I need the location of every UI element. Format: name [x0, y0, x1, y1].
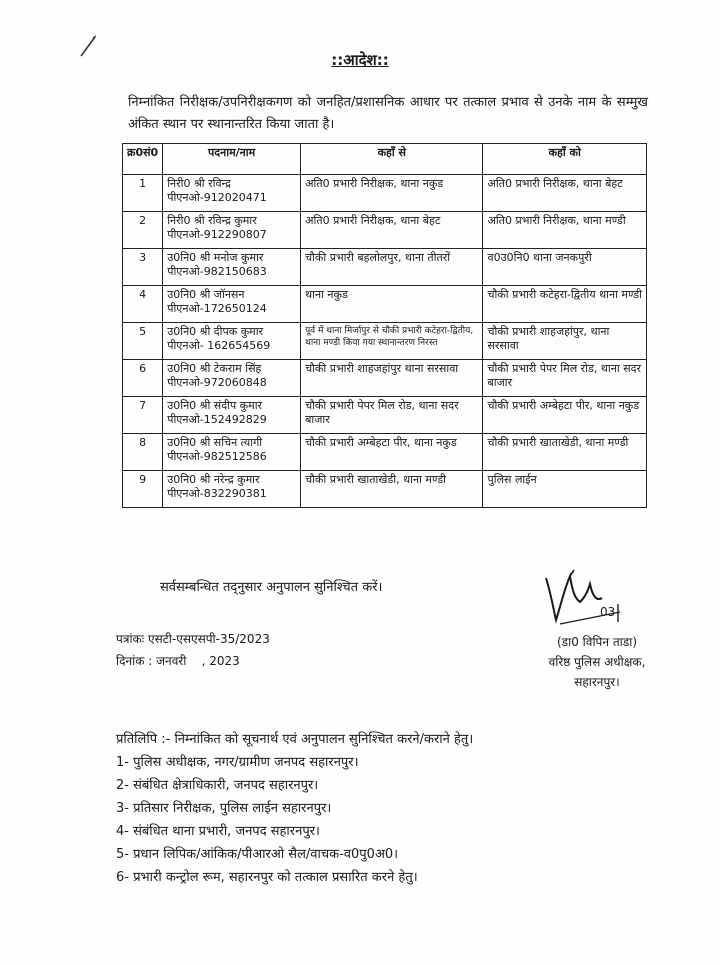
transfer-table: [122, 143, 647, 508]
officer-pno: पीएनओ-912020471: [167, 191, 267, 204]
cell-to: अति0 प्रभारी निरीक्षक, थाना मण्डी: [483, 212, 647, 249]
copy-item: 4- संबंधित थाना प्रभारी, जनपद सहारनपुर।: [116, 824, 320, 839]
cell-name: [163, 323, 301, 360]
officer-pno: पीएनओ-832290381: [167, 487, 267, 500]
officer-pno: पीएनओ-172650124: [167, 302, 267, 315]
cell-name: [163, 249, 301, 286]
header-to: कहाँ को: [483, 144, 647, 175]
table-row: [123, 434, 647, 471]
officer-name: उ0नि0 श्री नरेन्द्र कुमार: [167, 473, 260, 486]
table-row: [123, 471, 647, 508]
cell-name: [163, 434, 301, 471]
signatory-block: [512, 632, 682, 692]
officer-name: उ0नि0 श्री दीपक कुमार: [167, 325, 264, 338]
copy-item: 6- प्रभारी कन्ट्रोल रूम, सहारनपुर को तत्काल प्रसारित करने हेतु।: [116, 870, 418, 885]
cell-name: [163, 397, 301, 434]
cell-name: [163, 471, 301, 508]
officer-pno: पीएनओ- 162654569: [167, 339, 271, 352]
cell-to: चौकी प्रभारी पेपर मिल रोड, थाना सदर बाजार: [483, 360, 647, 397]
table-row: [123, 175, 647, 212]
officer-pno: पीएनओ-152492829: [167, 413, 267, 426]
header-sno: क्र0सं0: [123, 144, 163, 175]
cell-to: चौकी प्रभारी अम्बेहटा पीर, थाना नकुड: [483, 397, 647, 434]
cell-sno: 8: [123, 434, 163, 471]
cell-name: [163, 360, 301, 397]
cell-to: चौकी प्रभारी शाहजहांपुर, थाना सरसावा: [483, 323, 647, 360]
cell-sno: 9: [123, 471, 163, 508]
copy-heading: प्रतिलिपि :- निम्नांकित को सूचनार्थ एवं अनुपालन सुनिश्चित करने/कराने हेतु।: [116, 732, 474, 747]
cell-name: [163, 212, 301, 249]
cell-from: पूर्व में थाना मिर्जापुर से चौकी प्रभारी कटेहरा-द्वितीय, थाना मण्डी किया गया स्थानान्तरण निरस्त: [301, 323, 483, 360]
cell-sno: 7: [123, 397, 163, 434]
table-row: [123, 323, 647, 360]
header-name: पदनाम/नाम: [163, 144, 301, 175]
cell-name: [163, 175, 301, 212]
cell-from: चौकी प्रभारी खाताखेडी, थाना मण्डी: [301, 471, 483, 508]
table-row: [123, 286, 647, 323]
cell-sno: 4: [123, 286, 163, 323]
cell-to: चौकी प्रभारी कटेहरा-द्वितीय थाना मण्डी: [483, 286, 647, 323]
cell-sno: 2: [123, 212, 163, 249]
cell-name: [163, 286, 301, 323]
cell-from: चौकी प्रभारी अम्बेहटा पीर, थाना नकुड: [301, 434, 483, 471]
cell-to: पुलिस लाईन: [483, 471, 647, 508]
copy-item: 3- प्रतिसार निरीक्षक, पुलिस लाईन सहारनपुर।: [116, 801, 332, 816]
officer-name: उ0नि0 श्री सचिन त्यागी: [167, 436, 263, 449]
officer-name: उ0नि0 श्री टेकराम सिंह: [167, 362, 262, 375]
cell-from: चौकी प्रभारी पेपर मिल रोड, थाना सदर बाजार: [301, 397, 483, 434]
copy-to-block: [116, 728, 473, 889]
cell-from: अति0 प्रभारी निरीक्षक, थाना बेहट: [301, 212, 483, 249]
cell-to: अति0 प्रभारी निरीक्षक, थाना बेहट: [483, 175, 647, 212]
officer-pno: पीएनओ-982150683: [167, 265, 267, 278]
cell-to: चौकी प्रभारी खाताखेडी, थाना मण्डी: [483, 434, 647, 471]
cell-from: चौकी प्रभारी शाहजहांपुर थाना सरसावा: [301, 360, 483, 397]
cell-to: व0उ0नि0 थाना जनकपुरी: [483, 249, 647, 286]
officer-name: निरी0 श्री रविन्द्र: [167, 177, 231, 190]
copy-item: 1- पुलिस अधीक्षक, नगर/ग्रामीण जनपद सहारनपुर।: [116, 755, 359, 770]
letter-date: दिनांक : जनवरी , 2023: [116, 654, 240, 668]
officer-pno: पीएनओ-982512586: [167, 450, 267, 463]
cell-sno: 3: [123, 249, 163, 286]
officer-name: निरी0 श्री रविन्द्र कुमार: [167, 214, 257, 227]
cell-from: अति0 प्रभारी निरीक्षक, थाना नकुड: [301, 175, 483, 212]
copy-item: 2- संबंधित क्षेत्राधिकारी, जनपद सहारनपुर।: [116, 778, 319, 793]
table-header-row: [123, 144, 647, 175]
order-intro-text: निम्नांकित निरीक्षक/उपनिरीक्षकगण को जनहित/प्रशासनिक आधार पर तत्काल प्रभाव से उनके नाम के सम्मुख अंकित स्थान पर स्थानान्तरित किया जाता है।: [128, 95, 648, 132]
table-row: [123, 397, 647, 434]
letter-number: पत्रांकः एसटी-एसएसपी-35/2023: [116, 632, 270, 646]
signatory-name: (डा0 विपिन ताडा): [557, 635, 637, 649]
compliance-instruction: सर्वसम्बन्धित तद्नुसार अनुपालन सुनिश्चित करें।: [160, 580, 383, 595]
officer-name: उ0नि0 श्री संदीप कुमार: [167, 399, 263, 412]
reference-block: [116, 628, 270, 672]
cell-sno: 5: [123, 323, 163, 360]
cell-sno: 1: [123, 175, 163, 212]
officer-pno: पीएनओ-972060848: [167, 376, 267, 389]
signature-mark: [530, 568, 630, 630]
cell-from: थाना नकुड: [301, 286, 483, 323]
order-title: ::आदेश::: [331, 51, 389, 69]
signature-date-mark: 03: [600, 605, 616, 619]
officer-pno: पीएनओ-912290807: [167, 228, 267, 241]
signatory-designation: वरिष्ठ पुलिस अधीक्षक,: [548, 655, 646, 669]
cell-from: चौकी प्रभारी बहलोलपुर, थाना तीतरों: [301, 249, 483, 286]
signatory-place: सहारनपुर।: [574, 675, 620, 689]
officer-name: उ0नि0 श्री जॉनसन: [167, 288, 245, 301]
table-row: [123, 360, 647, 397]
table-row: [123, 249, 647, 286]
officer-name: उ0नि0 श्री मनोज कुमार: [167, 251, 264, 264]
table-row: [123, 212, 647, 249]
header-from: कहाँ से: [301, 144, 483, 175]
cell-sno: 6: [123, 360, 163, 397]
copy-item: 5- प्रधान लिपिक/आंकिक/पीआरओ सैल/वाचक-व0पु0अ0।: [116, 847, 399, 862]
